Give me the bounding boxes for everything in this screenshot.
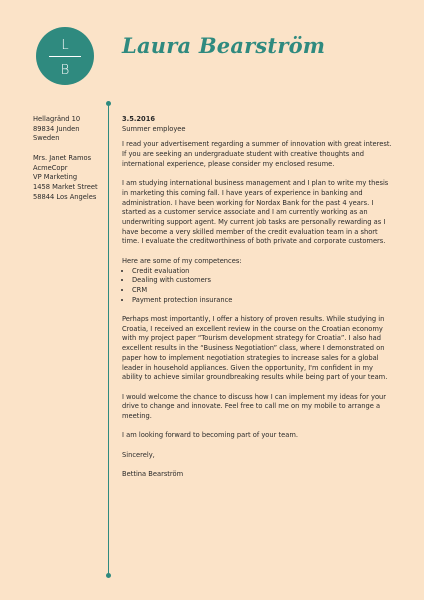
recipient-street: 1458 Market Street	[33, 182, 98, 191]
closing: Sincerely,	[122, 450, 155, 459]
paragraph-experience: I am studying international business management and I plan to write my thesis in marketing this coming fall. I have years of experience in banking and administration. I have been working for Nordax Bank for the past 4 years. I started as a customer service associate and I am currently working as an underwriting support agent. My current job tasks are personally rewarding as I have become a very skilled member of the credit evaluation team in a short time. I evaluate the creditworthiness of both private and corporate customers.	[122, 179, 389, 246]
recipient-company: AcmeCopr	[33, 163, 68, 172]
paragraph-intro: I read your advertisement regarding a summer of innovation with great interest. If you are seeking an undergraduate student with creative thoughts and international experience, please consider my enclosed resume.	[122, 140, 392, 168]
sender-country: Sweden	[33, 134, 60, 143]
monogram-divider	[49, 56, 81, 57]
competences-list	[122, 267, 392, 306]
sender-street: Hellagränd 10	[33, 115, 81, 123]
monogram-initial-last: B	[60, 63, 70, 78]
list-item: • Payment protection insurance	[132, 296, 392, 306]
signature-name: Bettina Bearström	[122, 470, 184, 479]
timeline-divider	[108, 104, 109, 576]
divider-bottom-dot	[106, 573, 111, 578]
paragraph-looking-forward: I am looking forward to becoming part of your team.	[122, 431, 298, 440]
list-item: • CRM	[132, 286, 392, 296]
applicant-name: Laura Bearström	[122, 33, 326, 58]
address-block	[33, 115, 105, 202]
list-item: • Credit evaluation	[132, 267, 392, 277]
letter-body	[122, 115, 392, 490]
letter-subject: Summer employee	[122, 124, 186, 133]
monogram-initial-first: L	[61, 38, 69, 53]
competences-intro: Here are some of my competences:	[122, 256, 242, 265]
recipient-name: Mrs. Janet Ramos	[33, 153, 92, 162]
address-spacer	[33, 144, 105, 154]
paragraph-results: Perhaps most importantly, I offer a history of proven results. While studying in Croatia, I received an excellent review in the course on the Croatian economy with my project paper “Tourism development strategy for Croatia”. I also had excellent results in the “Business Negotiation” class, where I demonstrated on paper how to implement negotiation strategies to increase sales for a global leader in household appliances. Given the opportunity, I'm confident in my ability to achieve similar groundbreaking results while being part of your team.	[122, 315, 388, 382]
divider-top-dot	[106, 101, 111, 106]
letter-date: 3.5.2016	[122, 115, 155, 123]
list-item: • Dealing with customers	[132, 276, 392, 286]
monogram-logo	[36, 27, 94, 85]
sender-city: 89834 Junden	[33, 124, 80, 133]
recipient-title: VP Marketing	[33, 173, 78, 182]
paragraph-meeting: I would welcome the chance to discuss how I can implement my ideas for your drive to change and innovate. Feel free to call me on my mobile to arrange a meeting.	[122, 392, 387, 421]
recipient-city: 58844 Los Angeles	[33, 192, 97, 201]
